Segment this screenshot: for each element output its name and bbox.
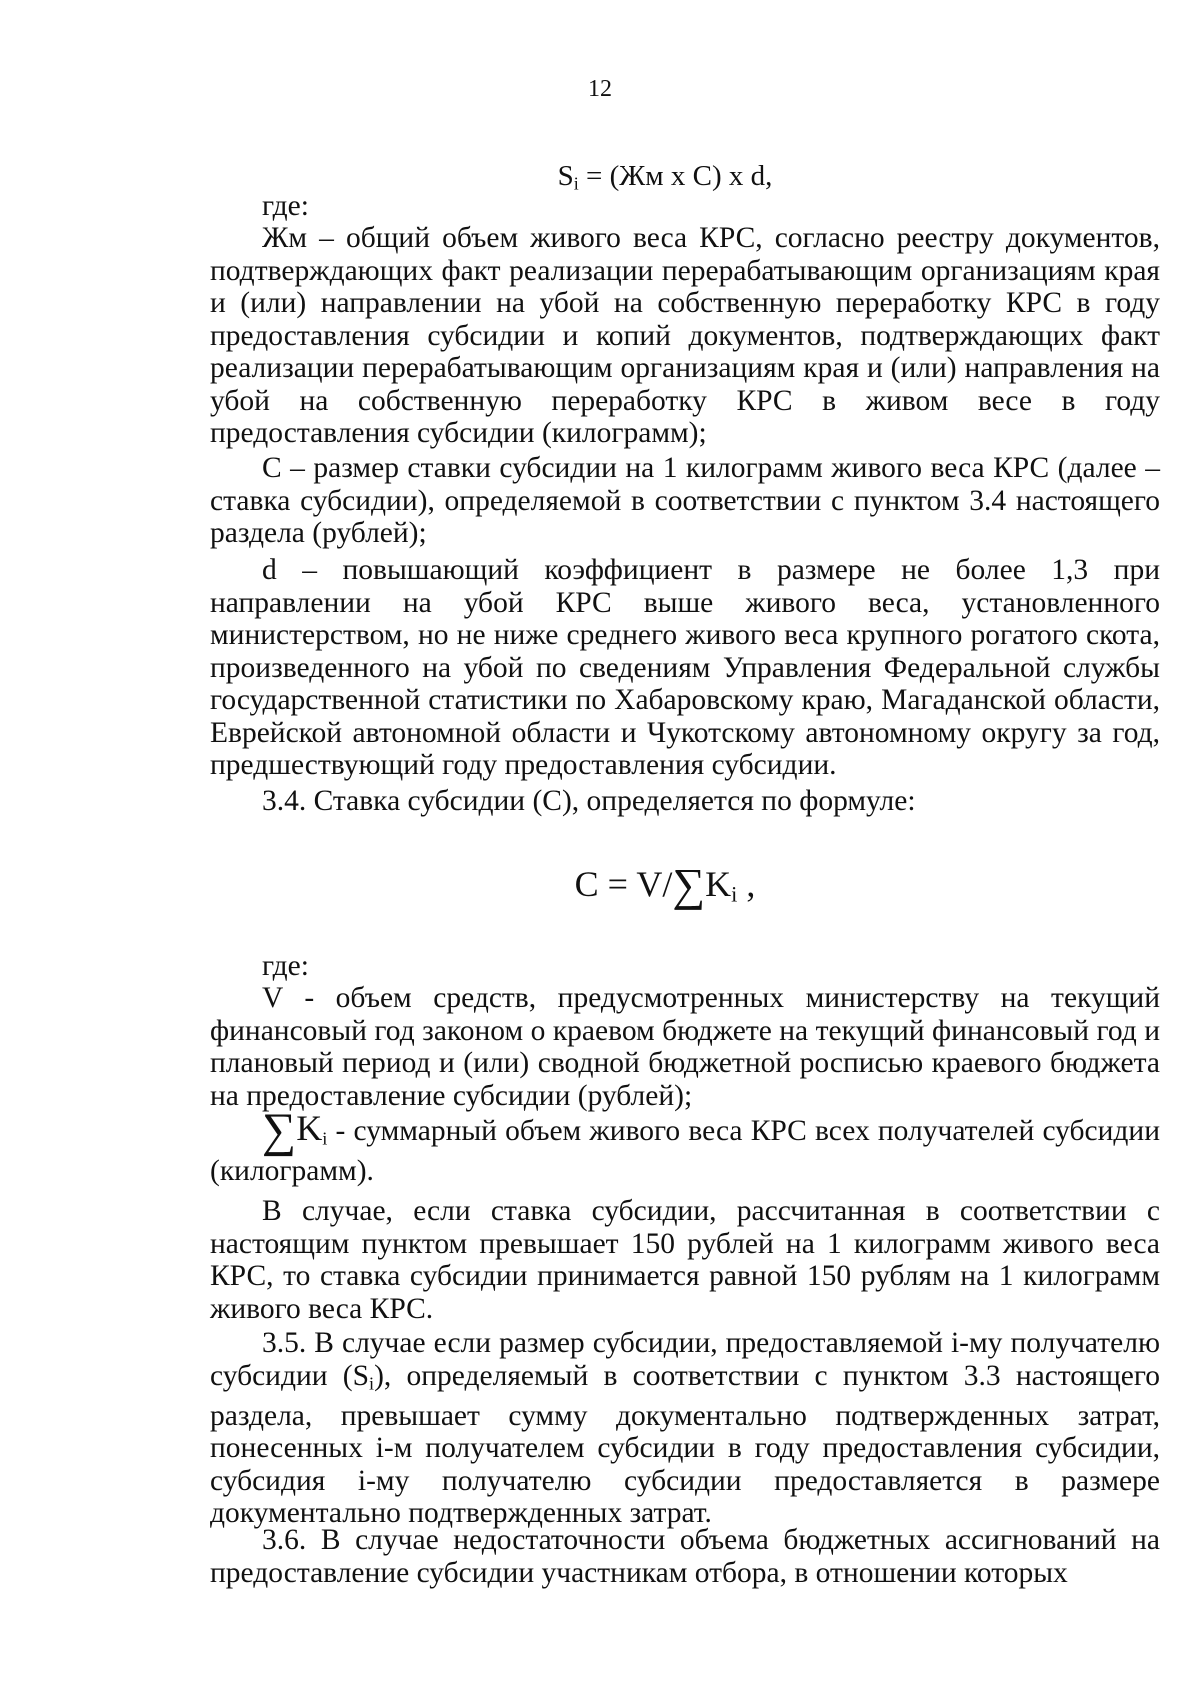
definition-sum-k (210, 1104, 1160, 1188)
sigma-symbol: ∑ (672, 859, 706, 910)
formula-si-lhs-sub: i (573, 173, 579, 194)
formula-si-lhs: S (557, 160, 574, 192)
formula-c-k: K (705, 864, 732, 904)
formula-c (65, 858, 1200, 911)
page-number: 12 (588, 76, 612, 102)
definition-v: V - объем средств, предусмотренных министерству на текущий финансовый год законом о краевом бюджете на текущий финансовый год и плановый период и (или) сводной бюджетной росписью краевого бюджета на предоставление субсидии (рублей); (210, 982, 1160, 1112)
definition-zhm: Жм – общий объем живого веса КРС, согласно реестру документов, подтверждающих факт реализации перерабатывающим организациям края и (или) направлении на убой на собственную переработку КРС в году предоставления субсидии и копий документов, подтверждающих факт реализации перерабатывающим организациям края и (или) направления на убой на собственную переработку КРС в живом весе в году предоставления субсидии (килограмм); (210, 222, 1160, 449)
formula-si-rhs: = (Жм х С) х d, (578, 160, 773, 192)
clause-3-5-sub: i (369, 1373, 375, 1394)
where-label-1: где: (262, 190, 309, 222)
sum-k: K (296, 1108, 323, 1148)
formula-c-k-sub: i (731, 881, 738, 907)
definition-c: С – размер ставки субсидии на 1 килограмм живого веса КРС (далее – ставка субсидии), определяемой в соответствии с пунктом 3.4 настоящего раздела (рублей); (210, 452, 1160, 549)
sigma-symbol: ∑ (262, 1104, 297, 1157)
sum-k-sub: i (322, 1128, 328, 1149)
clause-3-4: 3.4. Ставка субсидии (С), определяется по формуле: (262, 785, 916, 817)
clause-3-6: 3.6. В случае недостаточности объема бюджетных ассигнований на предоставление субсидии участникам отбора, в отношении которых (210, 1524, 1160, 1589)
formula-c-tail: , (737, 864, 756, 904)
formula-c-lhs: C = V/ (574, 864, 673, 904)
clause-3-5-after: ), определяемый в соответствии с пунктом 3.3 настоящего раздела, превышает сумму документально подтвержденных затрат, понесенных i-м получателем субсидии в году предоставления субсидии, субсидия i-му получателю субсидии предоставляется в размере документально подтвержденных затрат. (210, 1359, 1160, 1530)
clause-3-5-before: 3.5. В случае если размер субсидии, предоставляемой i-му получателю субсидии (S (210, 1327, 1160, 1392)
paragraph-rate-limit: В случае, если ставка субсидии, рассчитанная в соответствии с настоящим пунктом превышает 150 рублей на 1 килограмм живого веса КРС, то ставка субсидии принимается равной 150 рублям на 1 килограмм живого веса КРС. (210, 1195, 1160, 1325)
clause-3-5 (210, 1327, 1160, 1530)
definition-d: d – повышающий коэффициент в размере не более 1,3 при направлении на убой КРС выше живого веса, установленного министерством, но не ниже среднего живого веса крупного рогатого скота, произведенного на убой по сведениям Управления Федеральной службы государственной статистики по Хабаровскому краю, Магаданской области, Еврейской автономной области и Чукотскому автономному округу за год, предшествующий году предоставления субсидии. (210, 554, 1160, 781)
where-label-2: где: (262, 950, 309, 982)
sum-k-text: - суммарный объем живого веса КРС всех получателей субсидии (килограмм). (210, 1115, 1160, 1188)
